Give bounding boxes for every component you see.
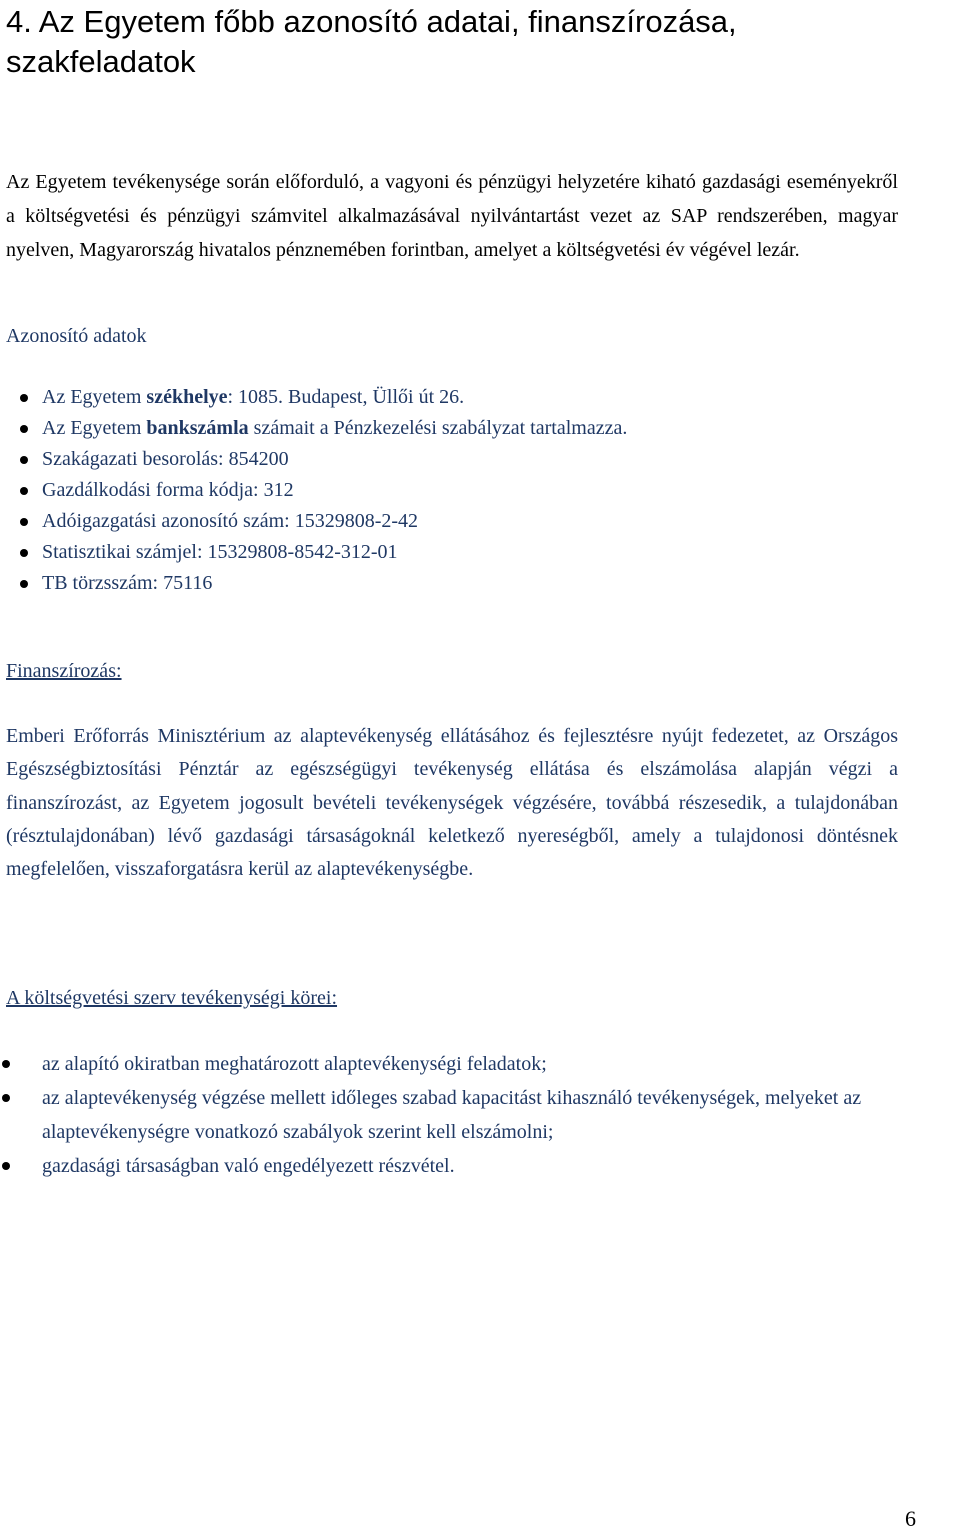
bullet-icon (20, 394, 28, 402)
bullet-icon (20, 518, 28, 526)
tasks-title: A költségvetési szerv tevékenységi körei: (6, 987, 338, 1009)
page-number: 6 (905, 1506, 916, 1531)
funding-paragraph: Emberi Erőforrás Minisztérium az alaptevékenység ellátásához és fejlesztésre nyújt fedezetet, az Országos Egészségbiztosítási Pénztár az egészségügyi tevékenység ellátása és elszámolása alapján végzi a finanszírozást, az Egyetem jogosult bevételi tevékenységek végzésére, továbbá részesedik, a tulajdonában (résztulajdonában) lévő gazdasági társaságoknál keletkező nyereségből, amely a tulajdonosi döntésnek megfelelően, visszaforgatásra kerül az alaptevékenységbe. (6, 725, 898, 881)
list-item: gazdasági társaságban való engedélyezett részvétel. (0, 1149, 900, 1183)
page-heading: 4. Az Egyetem főbb azonosító adatai, finanszírozása, szakfeladatok (6, 4, 737, 79)
identifiers-list (0, 382, 627, 599)
bullet-icon (20, 487, 28, 495)
list-item-seat: Az Egyetem székhelye: 1085. Budapest, Üllői út 26. (0, 382, 627, 413)
list-item: az alapító okiratban meghatározott alaptevékenységi feladatok; (0, 1047, 900, 1081)
list-item-bank-account: Az Egyetem bankszámla számait a Pénzkezelési szabályzat tartalmazza. (0, 413, 627, 444)
list-item-tb-number: TB törzsszám: 75116 (0, 568, 627, 599)
bullet-icon (20, 425, 28, 433)
identifiers-title: Azonosító adatok (6, 325, 147, 347)
intro-paragraph: Az Egyetem tevékenysége során előforduló, a vagyoni és pénzügyi helyzetére kiható gazdasági eseményekről a költségvetési és pénzügyi számvitel alkalmazásával nyilvántartást vezet az SAP rendszerében, magyar nyelven, Magyarország hivatalos pénznemében forintban, amelyet a költségvetési év végével lezár. (6, 171, 898, 261)
bullet-icon (2, 1162, 10, 1170)
list-item-management-code: Gazdálkodási forma kódja: 312 (0, 475, 627, 506)
bullet-icon (20, 456, 28, 464)
tasks-list (0, 1047, 900, 1183)
list-item-statistical-code: Statisztikai számjel: 15329808-8542-312-01 (0, 537, 627, 568)
list-item: az alaptevékenység végzése mellett időleges szabad kapacitást kihasználó tevékenységek, melyeket az alaptevékenységre vonatkozó szabályok szerint kell elszámolni; (0, 1081, 900, 1149)
funding-title: Finanszírozás: (6, 660, 122, 682)
bullet-icon (20, 549, 28, 557)
bullet-icon (2, 1094, 10, 1102)
bullet-icon (20, 580, 28, 588)
list-item-sector-classification: Szakágazati besorolás: 854200 (0, 444, 627, 475)
list-item-tax-id: Adóigazgatási azonosító szám: 15329808-2-42 (0, 506, 627, 537)
bullet-icon (2, 1060, 10, 1068)
